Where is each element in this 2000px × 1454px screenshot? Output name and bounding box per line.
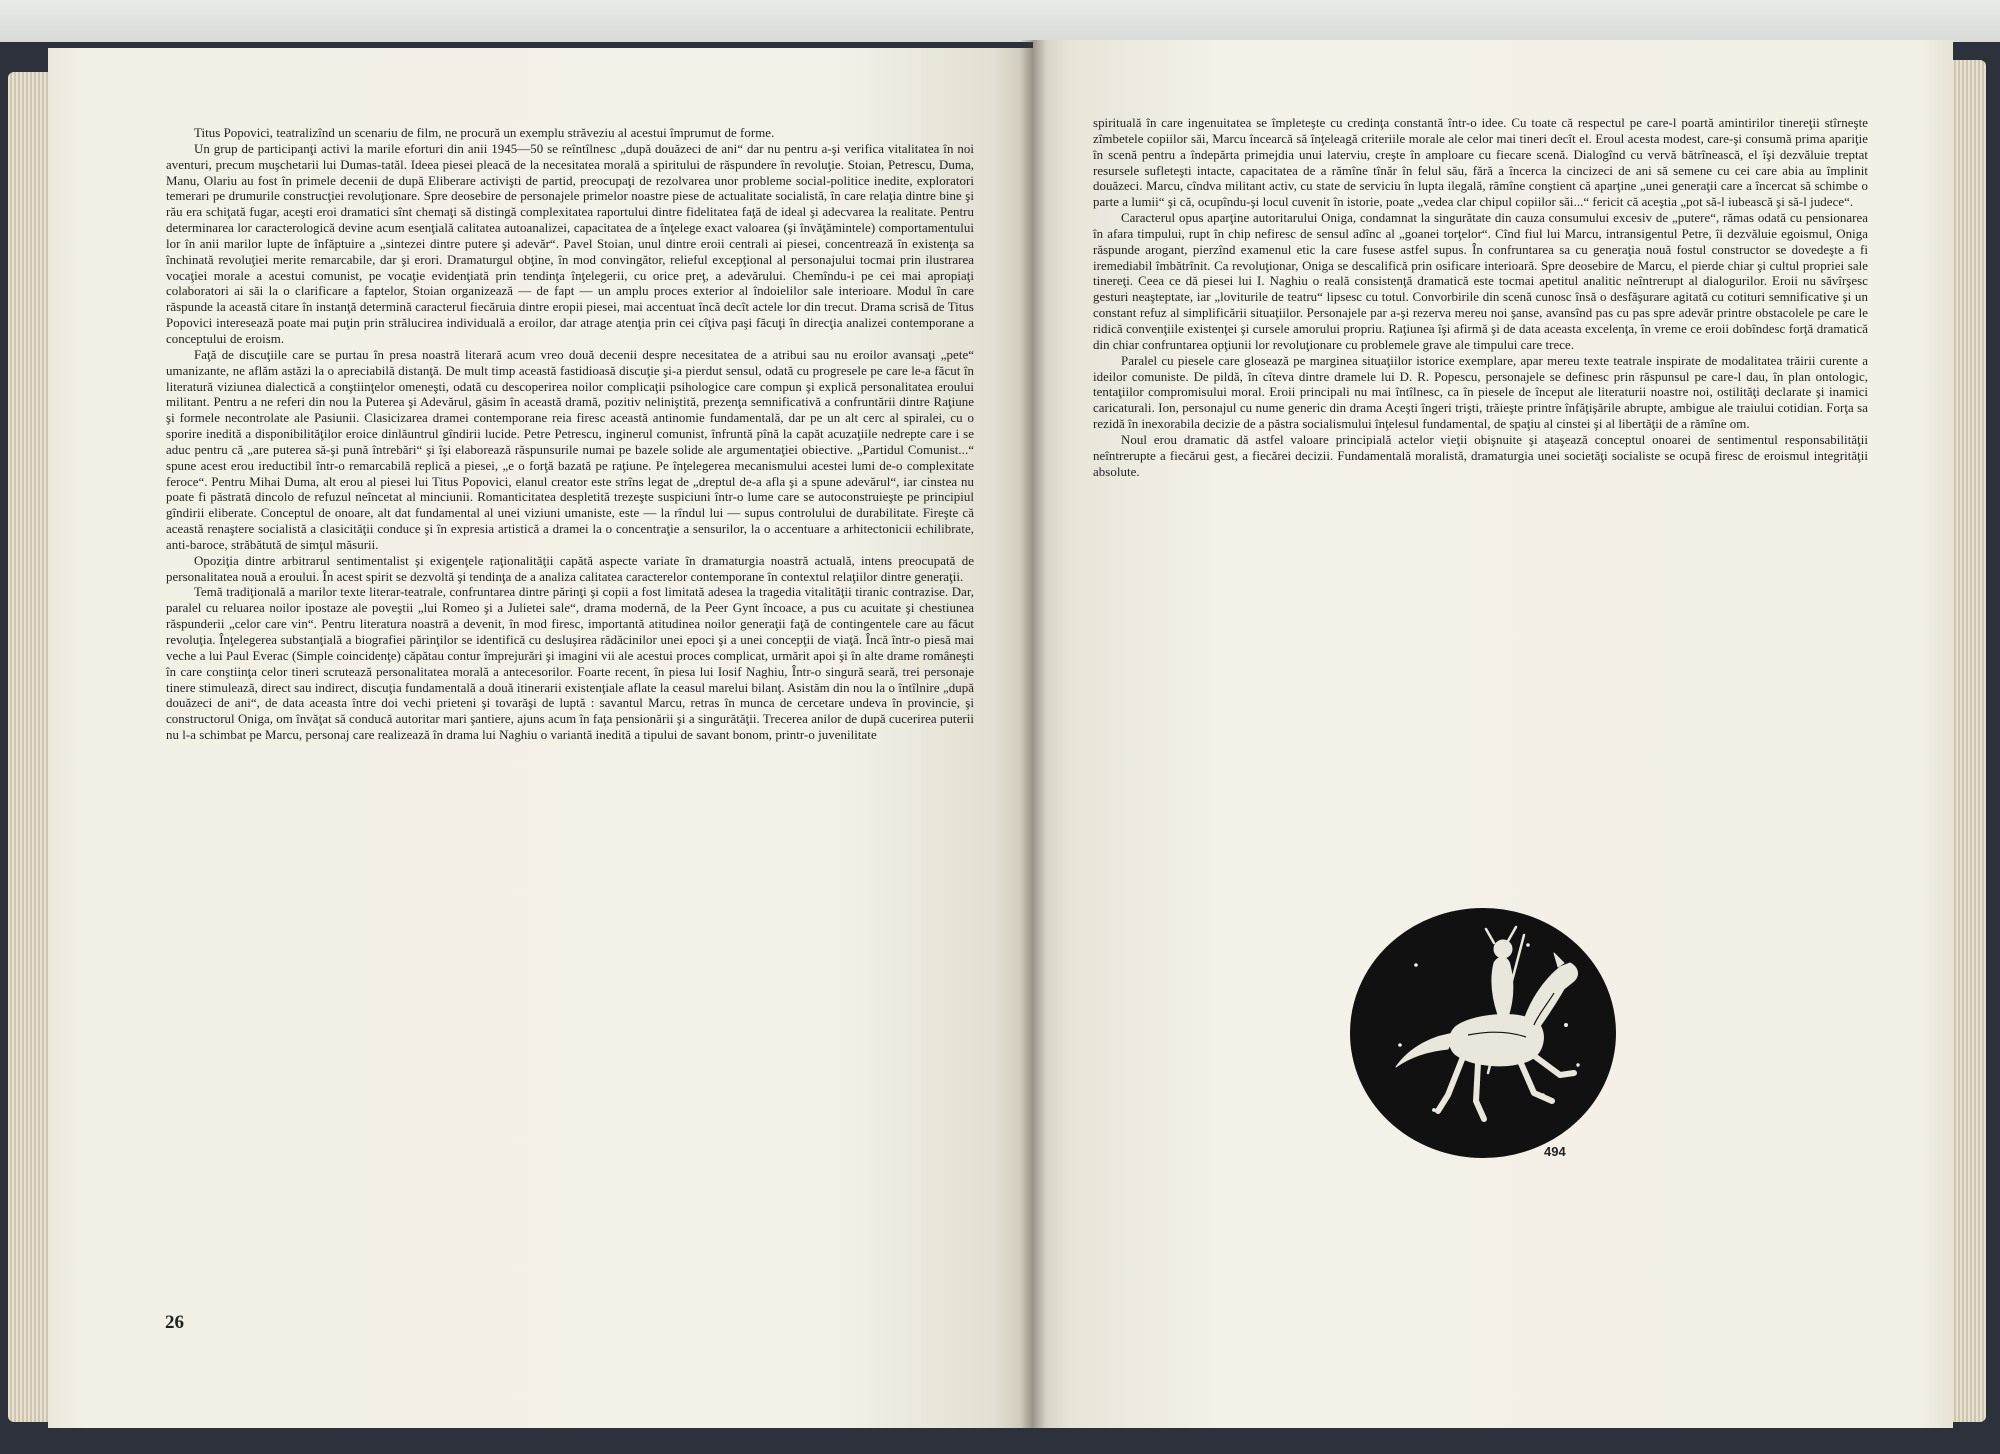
paragraph: Titus Popovici, teatralizînd un scenariu de film, ne procură un exemplu străveziu al acestui împrumut de forme. <box>194 126 775 140</box>
right-page <box>1033 40 1953 1428</box>
left-page <box>48 48 1033 1428</box>
paragraph: spirituală în care ingenuitatea se împleteşte cu credinţa constantă într-o idee. Cu toate că respectul pe care-l poartă amintirilor tinereţii stîrneşte zîmbetele copiilor săi, Marcu încearcă să înţeleagă criteriile morale ale celor mai tineri decît el. Eroul acesta modest, care-şi consumă prima apariţie în scenă pentru a îndepărta primejdia unui laterviu, creşte în amploare cu fiecare scenă. Dialogînd cu vervă bătrînească, el îşi dezvăluie treptat resursele sufleteşti intacte, capacitatea de a rămîne tînăr în felul său, fără a încerca la cincizeci de ani să semene cu cei care abia au împlinit douăzeci. Marcu, cîndva militant activ, cu state de serviciu în lupta ilegală, rămîne conştient că aparţine „unei generaţii care a încercat să schimbe o parte a lumii“ şi că, ocupîndu-şi locul cuvenit în istorie, poate „vedea clar chipul copiilor săi...“ fericit că aceştia „pot să-l iubească şi să-l judece“. <box>1093 116 1868 210</box>
right-text-column <box>1093 116 1868 480</box>
paragraph: Opoziţia dintre arbitrarul sentimentalist şi exigenţele raţionalităţii capătă aspecte variate în dramaturgia noastră actuală, intens preocupată de personalitatea nouă a eroului. În acest spirit se dezvoltă şi tendinţa de a analiza calitatea caracterelor contemporane în contextul relaţiilor dintre generaţii. <box>166 553 974 584</box>
left-text-column <box>166 126 974 744</box>
horse-rider-drawing <box>1338 905 1628 1167</box>
paragraph: Faţă de discuţiile care se purtau în presa noastră literară acum vreo două decenii despre necesitatea de a atribui sau nu eroilor avansaţi „pete“ umanizante, ne aflăm astăzi la o apreciabilă distanţă. De mult timp această fastidioasă discuţie şi-a pierdut sensul, odată cu progresele pe care le-a făcut în literatură viziunea dialectică a conştiinţelor omeneşti, odată cu descoperirea noilor complicaţii psihologice care compun şi explică personalitatea eroului militant. Pentru a ne referi din nou la Puterea şi Adevărul, găsim în această dramă, pozitiv neliniştită, prezenţa semnificativă a confruntării dintre Raţiune şi formele necontrolate ale Pasiunii. Clasicizarea dramei contemporane reia firesc această antinomie fundamentală, dar pe un alt cerc al spiralei, cu o sporire inedită a disponibilităţilor eroice dinlăuntrul gîndirii lucide. Petre Petrescu, inginerul comunist, înfruntă pînă la capăt acuzaţiile nedrepte care i se aduc pentru că „are puterea să-şi pună întrebări“ şi îşi elaborează răspunsurile numai pe bazele solide ale argumentaţiei obiective. „Partidul Comunist...“ spune acest erou ireductibil într-o remarcabilă replică a piesei, „e o forţă bazată pe raţiune. Pe înţelegerea mecanismului acestei lumi de-o complexitate feroce“. Pentru Mihai Duma, alt erou al piesei lui Titus Popovici, elanul creator este strîns legat de „dreptul de-a afla şi a spune adevărul“, iar cinstea nu poate fi păstrată dincolo de refuzul neîncetat al minciunii. Romanticitatea despletită trezeşte suspiciuni într-o lume care se autoconstruieşte pe principiul gîndirii eliberate. Conceptul de onoare, alt dat fundamental al unei viziuni umaniste, este — la rîndul lui — supus controlului de durabilitate. Fireşte că această renaştere socialistă a clasicităţii conduce şi în expresia artistică a dramei la o concentraţie a sensurilor, la o accentuare a arhitectonicii echilibrate, anti-baroce, străbătută de simţul măsurii. <box>166 347 974 552</box>
page-number: 26 <box>165 1312 184 1333</box>
paragraph: Paralel cu piesele care glosează pe marginea situaţiilor istorice exemplare, apar mereu texte teatrale inspirate de modalitatea trăirii curente a ideilor comuniste. De pildă, în cîteva dintre dramele lui D. R. Popescu, personajele se definesc prin răspunsul pe care-l dau, în plan ontologic, tentaţiilor compromisului moral. Eroii principali nu mai întîlnesc, ca în piesele de început ale literaturii noastre noi, ostilităţi declarate şi inamici caricaturali. Ion, personajul cu nume generic din drama Aceşti îngeri trişti, trăieşte printre înfăţişările abrupte, ambigue ale traiului cotidian. Forţa sa rezidă în inexorabila decizie de a păstra socialismului înţelesul fundamental, de spaţiu al cinstei şi al libertăţii de a rămîne om. <box>1093 353 1868 432</box>
paragraph: Noul erou dramatic dă astfel valoare principială actelor vieţii obişnuite şi ataşează conceptul onoarei de sentimentul responsabilităţii neîntrerupte a fiecărui gest, a fiecărei decizii. Fundamentală moralistă, dramaturgia unei societăţi socialiste se ocupă firesc de eroismul integrităţii absolute. <box>1093 432 1868 479</box>
paragraph: Caracterul opus aparţine autoritarului Oniga, condamnat la singurătate din cauza consumului excesiv de „putere“, rămas odată cu pensionarea în afara timpului, rupt în chip nefiresc de sensul adînc al „goanei torţelor“. Cînd fiul lui Marcu, intransigentul Petre, îi dezvăluie egoismul, Oniga răspunde arogant, pierzînd examenul etic la care fusese astfel supus. În confruntarea sa cu generaţia nouă fostul constructor se dovedeşte a fi iremediabil îmbătrînit. Ca revoluţionar, Oniga se descalifică prin osificare interioară. Spre deosebire de Marcu, el pierde chiar şi cultul propriei sale tinereţi. Ceea ce dă piesei lui I. Naghiu o reală consistenţă dramatică este tocmai apetitul analitic neîntrerupt al dialogurilor. Eroii nu săvîrşesc gesturi neaşteptate, iar „loviturile de teatru“ lipsesc cu totul. Convorbirile din scenă cunosc însă o desfăşurare agitată cu cotituri semnificative şi un constant refuz al simplificării situaţiilor. Personajele par a-şi rezerva mereu noi şanse, avansînd pas cu pas spre adevăr printre obstacolele pe care le ridică convenţiile existenţei şi cursele amorului propriu. Raţiunea îşi afirmă şi de data aceasta excelenţa, în vreme ce eroii dobîndesc forţă dramatică din chiar confruntarea opţiunii lor revoluţionare cu problemele grave ale timpului care trece. <box>1093 211 1868 352</box>
book-gutter-shadow <box>1020 40 1046 1428</box>
figure-signature: 494 <box>1544 1144 1566 1159</box>
paragraph: Un grup de participanţi activi la marile eforturi din anii 1945—50 se reîntîlnesc „după douăzeci de ani“ dar nu pentru a-şi verifica vitalitatea în noi aventuri, precum muşchetarii lui Dumas-tatăl. Ideea piesei pleacă de la necesitatea morală a spiritului de răspundere în revoluţie. Stoian, Petrescu, Duma, Manu, Olariu au fost în primele decenii de după Eliberare activişti de partid, preocupaţi de rezolvarea unor probleme social-politice inedite, exploratori temerari pe drumurile construcţiei revoluţionare. Spre deosebire de personajele primelor noastre piese de actualitate socialistă, în care relaţia dintre bine şi rău era schiţată fugar, aceşti eroi dramatici sînt chemaţi să distingă complexitatea raportului dintre fidelitatea faţă de ideal şi adecvarea la realitate. Pentru determinarea lor caracterologică devine acum esenţială calitatea autoanalizei, capacitatea de a înţelege exact valoarea (şi învăţămintele) comportamentului lor în anii marilor lupte de înfăptuire a „sintezei dintre putere şi adevăr“. Pavel Stoian, unul dintre eroii centrali ai piesei, concentrează în existenţa sa închinată revoluţiei merite remarcabile, dar şi erori. Dramaturgul obţine, în mod convingător, relieful excepţional al personajului tocmai prin ilustrarea vocaţiei morale a acestui comunist, pe vocaţie evidenţiată prin tendinţa înţelegerii, cu orice preţ, a adevărului. Chemîndu-i pe cei mai apropiaţi colaboratori ai săi la o clarificare a faptelor, Stoian organizează — de fapt — un amplu proces exterior al îndoielilor sale interioare. Modul în care răspunde la această citare în instanţă determină caracterul fiecăruia dintre eropii piesei, mai accentuat încă decît actele lor din trecut. Drama scrisă de Titus Popovici interesează poate mai puţin prin strălucirea individuală a eroilor, dar atrage atenţia prin cei cîţiva paşi făcuţi în direcţia analizei contemporane a conceptului de eroism. <box>166 141 974 346</box>
paragraph: Temă tradiţională a marilor texte literar-teatrale, confruntarea dintre părinţi şi copii a fost limitată adesea la tragedia vitalităţii tiranic contrazise. Dar, paralel cu reluarea noilor ipostaze ale poveştii „lui Romeo şi a Julietei sale“, drama modernă, de la Peer Gynt încoace, a pus cu acuitate şi chestiunea răspunderii „celor care vin“. Pentru literatura noastră a devenit, în mod firesc, importantă atitudinea noilor generaţii faţă de contingentele care au făcut revoluţia. Înţelegerea substanţială a biografiei părinţilor se identifică cu desluşirea rădăcinilor unei epoci şi a unei concepţii de viaţă. Încă într-o piesă mai veche a lui Paul Everac (Simple coincidenţe) căpătau contur împrejurări şi imagini vii ale acestui proces complicat, urmărit apoi şi în alte drame româneşti în care conştiinţa celor tineri scrutează personalitatea morală a antecesorilor. Foarte recent, în piesa lui Iosif Naghiu, Într-o singură seară, trei personaje tinere stimulează, direct sau indirect, discuţia fundamentală a două itinerarii existenţiale aflate la ceasul marelui bilanţ. Asistăm din nou la o întîlnire „după douăzeci de ani“, de data aceasta între doi vechi prieteni şi tovarăşi de luptă : savantul Marcu, retras în munca de cercetare undeva în provincie, şi constructorul Oniga, om învăţat să conducă autoritar mari şantiere, ajuns acum în faţa pensionării şi a singurătăţii. Trecerea anilor de după cucerirea puterii nu l-a schimbat pe Marcu, personaj care realizează în drama lui Naghiu o variantă inedită a tipului de savant bonom, printr-o juvenilitate <box>166 585 974 743</box>
greek-vase-medallion-illustration <box>1338 905 1628 1167</box>
